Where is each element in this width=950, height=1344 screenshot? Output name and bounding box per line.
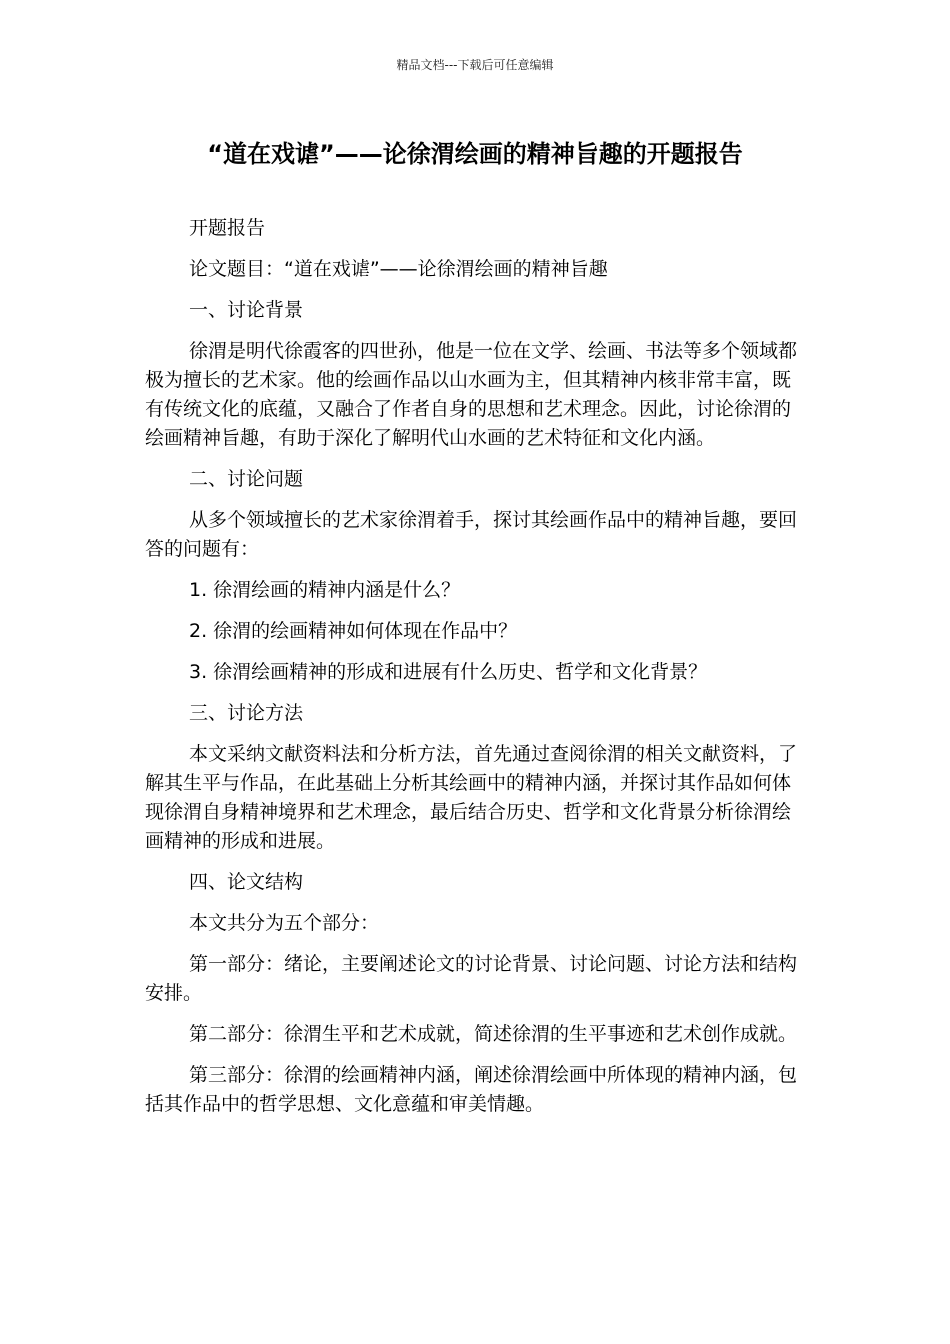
paragraph-structure-intro: 本文共分为五个部分： — [189, 912, 380, 934]
list-item-question-2: 2. 徐渭的绘画精神如何体现在作品中？ — [189, 620, 518, 642]
section-heading-method: 三、讨论方法 — [189, 702, 304, 724]
section-heading-structure: 四、论文结构 — [189, 871, 304, 893]
document-body — [145, 214, 805, 1131]
paragraph-part-3: 第三部分：徐渭的绘画精神内涵，阐述徐渭绘画中所体现的精神内涵，包括其作品中的哲学思想、文化意蕴和审美情趣。 — [145, 1064, 798, 1115]
paragraph-report-label: 开题报告 — [189, 217, 266, 239]
header-note: 精品文档---下载后可任意编辑 — [396, 58, 554, 72]
list-item-question-3: 3. 徐渭绘画精神的形成和进展有什么历史、哲学和文化背景？ — [189, 661, 708, 683]
list-item-question-1: 1. 徐渭绘画的精神内涵是什么？ — [189, 579, 461, 601]
paragraph-part-2: 第二部分：徐渭生平和艺术成就，简述徐渭的生平事迹和艺术创作成就。 — [189, 1023, 798, 1045]
paragraph-questions-intro: 从多个领域擅长的艺术家徐渭着手，探讨其绘画作品中的精神旨趣，要回答的问题有： — [145, 509, 798, 560]
paragraph-method: 本文采纳文献资料法和分析方法，首先通过查阅徐渭的相关文献资料，了解其生平与作品，在此基础上分析其绘画中的精神内涵，并探讨其作品如何体现徐渭自身精神境界和艺术理念，最后结合历史、哲学和文化背景分析徐渭绘画精神的形成和进展。 — [145, 743, 798, 852]
paragraph-part-1: 第一部分：绪论，主要阐述论文的讨论背景、讨论问题、讨论方法和结构安排。 — [145, 953, 798, 1004]
section-heading-questions: 二、讨论问题 — [189, 468, 304, 490]
section-heading-background: 一、讨论背景 — [189, 299, 304, 321]
document-title: “道在戏谑”——论徐渭绘画的精神旨趣的开题报告 — [207, 140, 743, 168]
paragraph-thesis-title: 论文题目：“道在戏谑”——论徐渭绘画的精神旨趣 — [189, 258, 608, 280]
paragraph-background: 徐渭是明代徐霞客的四世孙，他是一位在文学、绘画、书法等多个领域都极为擅长的艺术家。他的绘画作品以山水画为主，但其精神内核非常丰富，既有传统文化的底蕴，又融合了作者自身的思想和艺术理念。因此，讨论徐渭的绘画精神旨趣，有助于深化了解明代山水画的艺术特征和文化内涵。 — [145, 340, 798, 449]
